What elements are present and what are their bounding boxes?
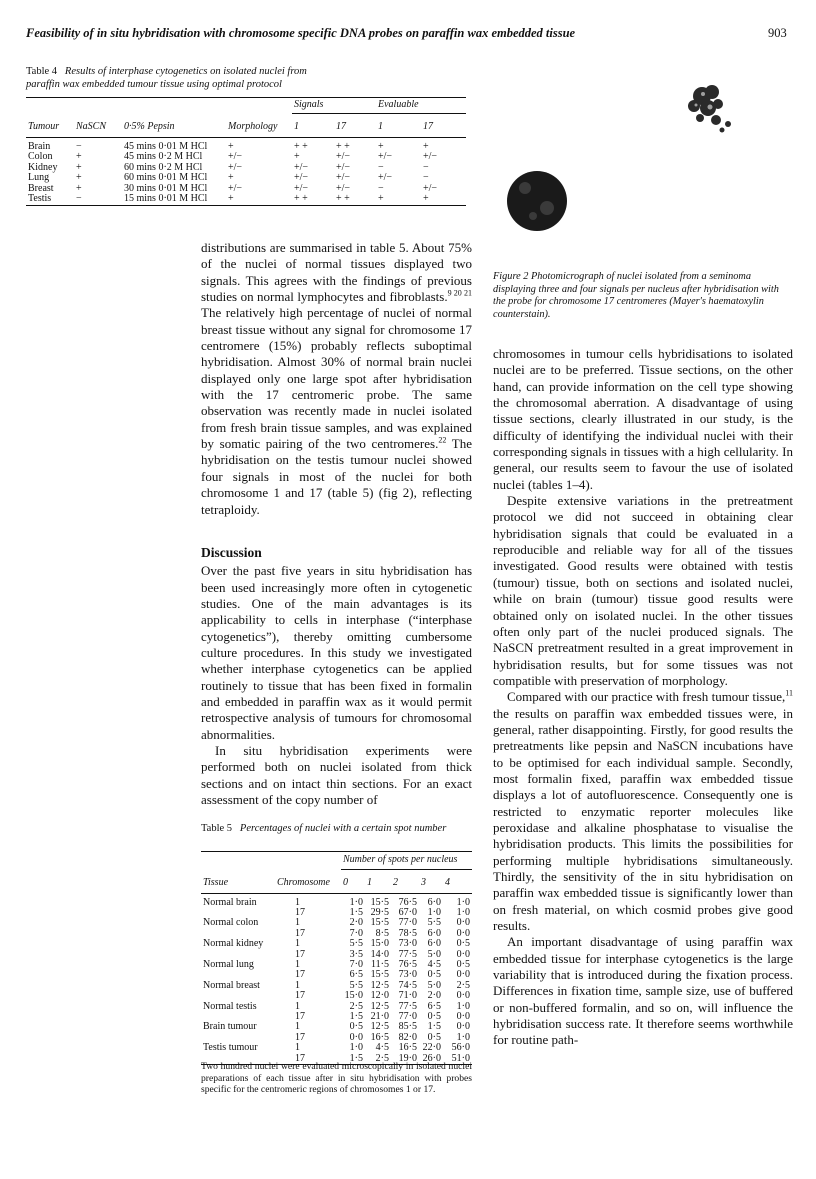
table5-header-tissue: Tissue bbox=[203, 877, 229, 889]
table4-label: Table 4 bbox=[26, 66, 58, 77]
nucleus-cluster-image bbox=[672, 80, 744, 140]
table4-header-morphology: Morphology bbox=[228, 121, 278, 132]
table-row: Normal lung 1 7·0 11·5 76·5 4·5 0·5 bbox=[203, 958, 470, 970]
paragraph-discussion-1: Over the past five years in situ hybridisation has been used increasingly more often in cytogenetic studies. One of the main advantages is its applicability to cells in interphase (“interphase cytogenetics”), thereby omitting cumbersome culture procedures. In this study we investigated whether interphase cytogenetics can be applied routinely to tissue that has been fixed in formalin and embedded in paraffin wax as it would permit retrospective analysis of tumours for chromosomal abnormalities. bbox=[201, 563, 472, 742]
paragraph-discussion-2: In situ hybridisation experiments were performed both on nuclei isolated from thick sections and on intact thin sections. For an exact assessment of the copy number of bbox=[201, 743, 472, 808]
paragraph-col2-4: An important disadvantage of using paraffin wax embedded tissue for interphase cytogenetics is the large variability that is introduced during the fixation process. Differences in fixation time, sample size, use of buffered or non-buffered formalin, and so on, will influence the hybridisation success rate. It therefore seems worthwhile for routine path- bbox=[493, 934, 793, 1048]
body-column-1-top bbox=[201, 240, 472, 518]
table-row: 17 1·5 29·5 67·0 1·0 1·0 bbox=[295, 906, 470, 918]
table-row: Testis − 15 mins 0·01 M HCl + + + + + + + bbox=[28, 193, 429, 204]
table5-header-1: 1 bbox=[367, 877, 372, 889]
table4-header-evaluable-1: 1 bbox=[378, 121, 383, 132]
table4-group-evaluable: Evaluable bbox=[378, 99, 419, 111]
table5 bbox=[201, 851, 472, 1067]
discussion-heading: Discussion bbox=[201, 545, 262, 560]
table4-caption-text: Results of interphase cytogenetics on isolated nuclei from paraffin wax embedded tumour tissue using optimal protocol bbox=[26, 66, 307, 90]
table-row: 17 1·5 21·0 77·0 0·5 0·0 bbox=[295, 1010, 470, 1022]
table4-header-evaluable-17: 17 bbox=[423, 121, 433, 132]
table4-group-signals: Signals bbox=[294, 99, 324, 111]
table-row: 17 1·5 2·5 19·0 26·0 51·0 bbox=[295, 1052, 470, 1064]
figure2-caption: Figure 2 Photomicrograph of nuclei isolated from a seminoma displaying three and four signals per nucleus after hybridisation with the probe for chromosome 17 centromeres (Mayer's haematoxylin counterstain). bbox=[493, 271, 779, 320]
table-row: Normal testis 1 2·5 12·5 77·5 6·5 1·0 bbox=[203, 1000, 470, 1012]
table5-header-4: 4 bbox=[445, 877, 450, 889]
table5-caption-text: Percentages of nuclei with a certain spot number bbox=[239, 823, 447, 834]
table-row: 17 3·5 14·0 77·5 5·0 0·0 bbox=[295, 948, 470, 960]
body-column-1-discussion bbox=[201, 545, 472, 809]
table4-header-signals-17: 17 bbox=[336, 121, 346, 132]
running-title: Feasibility of in situ hybridisation with chromosome specific DNA probes on paraffin wax embedded tissue bbox=[26, 26, 576, 40]
table4-header-signals-1: 1 bbox=[294, 121, 299, 132]
table4-header-pepsin: 0·5% Pepsin bbox=[124, 121, 175, 132]
table5-header-0: 0 bbox=[343, 877, 348, 889]
table4-header-nascn: NaSCN bbox=[76, 121, 107, 132]
table-row: Normal brain 1 1·0 15·5 76·5 6·0 1·0 bbox=[203, 896, 470, 908]
table5-header-chromosome: Chromosome bbox=[277, 877, 330, 889]
table-row: 17 6·5 15·5 73·0 0·5 0·0 bbox=[295, 969, 470, 981]
table-row: 17 15·0 12·0 71·0 2·0 0·0 bbox=[295, 990, 470, 1002]
paragraph-col2-1: chromosomes in tumour cells hybridisations to isolated nuclei are to be preferred. Tissue sections, on the other hand, can provide information on the cell type showing the chromosomal aberration. A disadvantage of using tissue sections, clearly illustrated in our study, is the difficulty of identifying the individual nuclei with their corresponding signals in tissues with a high cellularity. In general, our results seem to favour the use of isolated nuclei (tables 1–4). bbox=[493, 346, 793, 492]
table-row: Normal colon 1 2·0 15·5 77·0 5·5 0·0 bbox=[203, 917, 470, 929]
table4-caption bbox=[26, 65, 326, 91]
paragraph-results: distributions are summarised in table 5. About 75% of the nuclei of normal tissues displayed two signals. This agrees with the findings of previous studies on normal lymphocytes and fibroblasts.$^{9 20 21}$ The relatively high percentage of nuclei of normal breast tissue without any signal for chromosome 17 centromere (15%) probably reflects suboptimal hybridisation. Almost 30% of normal brain nuclei displayed only one large spot after hybridisation with the 17 centromeric probe. The same observation was recently made in nuclei isolated from fresh brain tissue samples, and was explained by somatic pairing of the two centromeres.$^{22}$ The hybridisation on the testis tumour nuclei showed four signals in most of the nuclei for both chromosome 1 and 17 (table 5) (fig 2), reflecting tetraploidy. bbox=[201, 240, 472, 517]
table-row: Kidney + 60 mins 0·2 M HCl +/− +/− +/− − − bbox=[28, 161, 429, 173]
table4-header-tumour: Tumour bbox=[28, 121, 60, 132]
table5-label: Table 5 bbox=[201, 823, 233, 834]
nucleus-image bbox=[503, 168, 571, 234]
table-row: Lung + 60 mins 0·01 M HCl + +/− +/− +/− − bbox=[28, 172, 429, 183]
table4 bbox=[26, 97, 466, 207]
table5-caption bbox=[201, 822, 471, 835]
table5-header-2: 2 bbox=[393, 877, 398, 889]
paragraph-col2-3: Compared with our practice with fresh tumour tissue,$^{11}$ the results on paraffin wax embedded tissues were, in general, rather disappointing. Firstly, for good results the pretreatments like pepsin and NaSCN incubations have to be optimised for each individual sample. Secondly, most formalin fixed, paraffin wax embedded tissue displays a lot of autofluorescence. Consequently one is restricted to enzymatic reporter molecules like peroxidase and alkaline phosphatase to visualise the hybridisation products. This limits the possibilities for performing multiple hybridisations simultaneously. Thirdly, the sensitivity of the in situ hybridisation on paraffin wax embedded tissue is significantly lower than on fresh material, on which cosmid probes give good results. bbox=[493, 688, 793, 934]
table5-footnote: Two hundred nuclei were evaluated microscopically in isolated nuclei preparations of each tissue after in situ hybridisation with probes specific for the centromeric regions of chromosomes 1 or 17. bbox=[201, 1061, 472, 1095]
table-row: 17 0·0 16·5 82·0 0·5 1·0 bbox=[295, 1031, 470, 1043]
table-row: Normal breast 1 5·5 12·5 74·5 5·0 2·5 bbox=[203, 979, 470, 991]
paragraph-col2-2: Despite extensive variations in the pretreatment protocol we did not succeed in obtaining clear hybridisation signals that could be evaluated in a reproducible and reliable way for all of the tissues investigated. Good results were obtained with testis (tumour) tissue, both on sections and isolated nuclei, while on brain (tumour) tissue good results were obtained only on isolated nuclei. In the other tissues often only part of the nuclei produced signals. The NaSCN pretreatment resulted in a great improvement in hybridisation results, but for some tissues was not compatible with preservation of morphology. bbox=[493, 493, 793, 688]
table-row: Brain − 45 mins 0·01 M HCl + + + + + + + bbox=[28, 140, 429, 152]
table-row: Colon + 45 mins 0·2 M HCl +/− + +/− +/− +/− bbox=[28, 151, 438, 162]
table-row: Brain tumour 1 0·5 12·5 85·5 1·5 0·0 bbox=[203, 1021, 470, 1033]
page-number: 903 bbox=[768, 26, 787, 40]
table-row: Testis tumour 1 1·0 4·5 16·5 22·0 56·0 bbox=[203, 1042, 470, 1054]
table5-header-3: 3 bbox=[421, 877, 426, 889]
table-row: Normal kidney 1 5·5 15·0 73·0 6·0 0·5 bbox=[203, 938, 470, 950]
table-row: Breast + 30 mins 0·01 M HCl +/− +/− +/− − +/− bbox=[28, 182, 438, 194]
body-column-2 bbox=[493, 346, 793, 1049]
table-row: 17 7·0 8·5 78·5 6·0 0·0 bbox=[295, 927, 470, 939]
table5-group-heading: Number of spots per nucleus bbox=[343, 854, 458, 866]
